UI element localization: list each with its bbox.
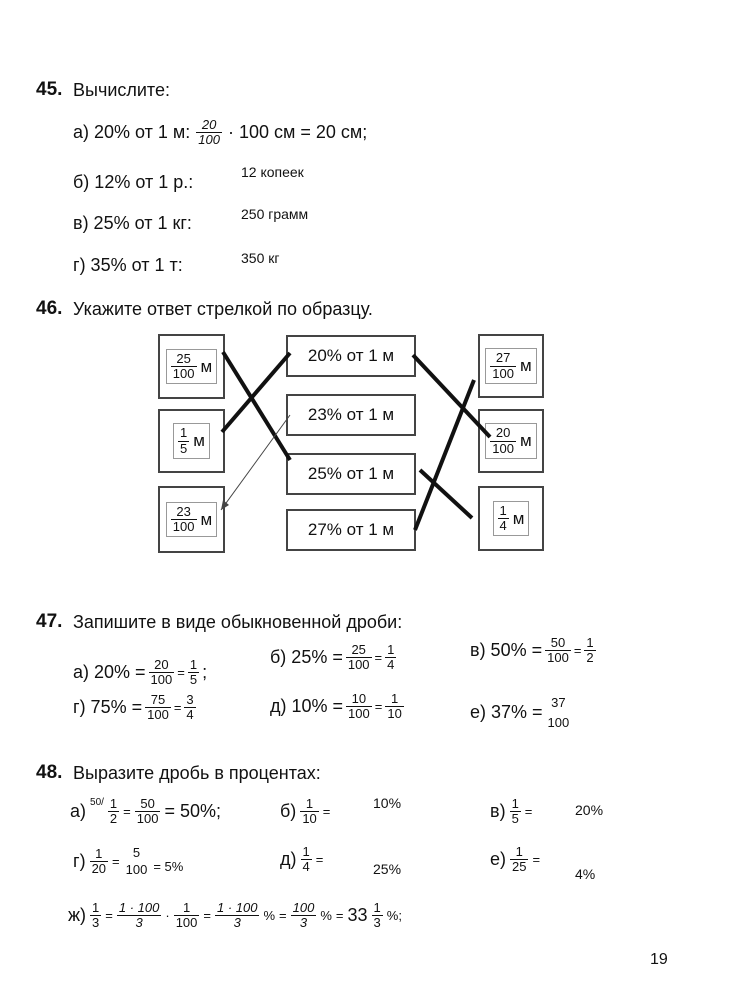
ex48-zh: ж) $\frac{1}{3}$ = $\frac{1 \cdot 100}{3}$ · $\frac{1}{100}$ = $\frac{1 \cdot 100}{3}$ % = $\frac{100}{3}$ % = 33 $\frac{1}{3}$ %;: [68, 900, 402, 931]
ex47-d: д) 10% = $\frac{10}{100}$ = $\frac{1}{10}$: [270, 691, 402, 722]
ex48-d: д) $\frac{1}{4}$ =: [280, 844, 324, 875]
arrow-head: [221, 500, 229, 510]
exercise-47-title: Запишите в виде обыкновенной дроби:: [73, 612, 403, 632]
exercise-46-number: 46.: [36, 298, 63, 319]
exercise-45-number: 45.: [36, 79, 63, 100]
line-20pct-to-20-100: [413, 355, 490, 437]
ex47-e: е) 37% = 37 100: [470, 695, 570, 730]
ex46-middle-box-2: 23% от 1 м: [286, 394, 416, 436]
line-25-100-to-25pct: [223, 352, 290, 460]
ex46-right-box-3: $\frac{1}{4}$ м: [478, 486, 544, 551]
ex48-g: г) $\frac{1}{20}$ = 5 100 = 5%: [73, 845, 184, 877]
ex45-v-answer: 250 грамм: [241, 206, 309, 222]
arrow-sample-line: [221, 415, 290, 510]
ex48-a: а) 50/ $\frac{1}{2}$ = $\frac{50}{100}$ = 50%;: [70, 796, 221, 827]
ex45-a-rest: · 100 см = 20 см;: [227, 122, 368, 143]
ex45-v-label: в) 25% от 1 кг:: [73, 213, 192, 233]
exercise-48-title: Выразите дробь в процентах:: [73, 763, 321, 783]
ex48-d-answer: 25%: [373, 861, 402, 877]
ex45-b-answer: 12 копеек: [241, 164, 304, 180]
ex48-b: б) $\frac{1}{10}$ =: [280, 796, 331, 827]
ex45-g-answer: 350 кг: [241, 250, 280, 266]
ex48-e-answer: 4%: [575, 866, 596, 882]
page-number: 19: [650, 951, 668, 968]
ex48-v: в) $\frac{1}{5}$ =: [490, 796, 533, 827]
ex48-b-answer: 10%: [373, 795, 402, 811]
ex47-v: в) 50% = $\frac{50}{100}$ = $\frac{1}{2}$: [470, 635, 594, 666]
ex46-left-box-2: $\frac{1}{5}$ м: [158, 409, 225, 473]
ex47-b: б) 25% = $\frac{25}{100}$ = $\frac{1}{4}$: [270, 642, 395, 673]
ex46-middle-box-1: 20% от 1 м: [286, 335, 416, 377]
exercise-46-title: Укажите ответ стрелкой по образцу.: [73, 299, 373, 319]
ex46-right-box-2: $\frac{20}{100}$ м: [478, 409, 544, 473]
exercise-48-number: 48.: [36, 762, 63, 783]
ex48-e: е) $\frac{1}{25}$ =: [490, 844, 541, 875]
exercise-45-title: Вычислите:: [73, 80, 170, 100]
ex47-g: г) 75% = $\frac{75}{100}$ = $\frac{3}{4}$: [73, 692, 194, 723]
ex46-right-box-1: $\frac{27}{100}$ м: [478, 334, 544, 398]
ex45-a-fraction: $\frac{20}{100}$: [198, 117, 220, 148]
exercise-47-number: 47.: [36, 611, 63, 632]
ex46-middle-box-3: 25% от 1 м: [286, 453, 416, 495]
ex46-middle-box-4: 27% от 1 м: [286, 509, 416, 551]
ex48-v-answer: 20%: [575, 802, 604, 818]
ex47-a: а) 20% = $\frac{20}{100}$ = $\frac{1}{5}$ ;: [73, 657, 208, 688]
ex45-g-label: г) 35% от 1 т:: [73, 255, 183, 275]
ex46-left-box-1: $\frac{25}{100}$ м: [158, 334, 225, 399]
ex45-b-label: б) 12% от 1 р.:: [73, 172, 194, 192]
line-27pct-to-27-100: [415, 380, 474, 530]
ex45-a-label: а) 20% от 1 м:: [73, 122, 191, 143]
ex46-left-box-3: $\frac{23}{100}$ м: [158, 486, 225, 553]
